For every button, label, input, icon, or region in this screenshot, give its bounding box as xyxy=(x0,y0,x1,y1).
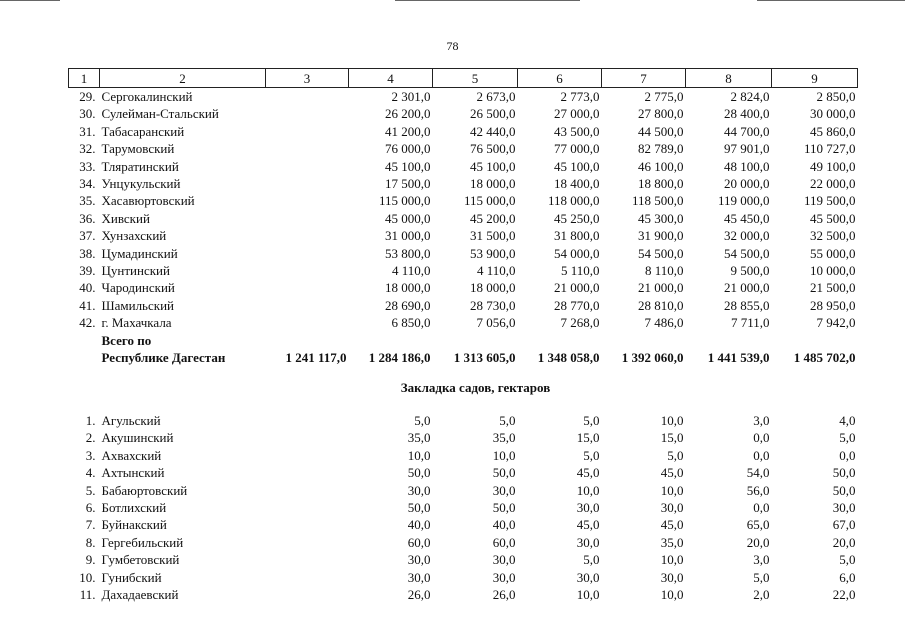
value-cell: 5,0 xyxy=(499,412,516,428)
value-cell: 30,0 xyxy=(407,552,431,568)
value-cell: 45 300,0 xyxy=(638,210,684,226)
table-row xyxy=(69,586,858,603)
row-number: 7. xyxy=(85,517,96,533)
value-cell: 2 773,0 xyxy=(560,89,600,104)
total-cell: 1 392 060,0 xyxy=(621,350,684,366)
value-cell: 119 500,0 xyxy=(803,193,856,209)
total-row xyxy=(69,349,858,366)
value-cell: 2,0 xyxy=(753,586,770,602)
value-cell: 7 942,0 xyxy=(816,315,856,331)
value-cell xyxy=(266,279,349,296)
value-cell: 45 250,0 xyxy=(554,210,600,226)
value-cell: 22,0 xyxy=(832,586,856,602)
table-body-section-a xyxy=(69,88,858,332)
table-row xyxy=(69,482,858,499)
top-rule-mid xyxy=(395,0,580,1)
row-number: 39. xyxy=(79,263,96,279)
district-name: Ахтынский xyxy=(101,465,165,481)
value-cell: 97 901,0 xyxy=(724,141,770,157)
district-name: Цумадинский xyxy=(101,245,178,261)
table-row xyxy=(69,105,858,122)
table-row xyxy=(69,158,858,175)
district-name: Хунзахский xyxy=(101,228,167,244)
value-cell: 22 000,0 xyxy=(810,176,856,192)
row-number: 29. xyxy=(79,89,96,104)
value-cell: 30,0 xyxy=(832,499,856,515)
total-row-label xyxy=(69,332,858,349)
value-cell: 10,0 xyxy=(576,482,600,498)
row-number: 1. xyxy=(85,412,96,428)
value-cell: 30,0 xyxy=(492,552,516,568)
value-cell xyxy=(266,314,349,331)
total-cell: 1 485 702,0 xyxy=(793,350,856,366)
value-cell: 60,0 xyxy=(492,534,516,550)
value-cell xyxy=(266,210,349,227)
value-cell: 30,0 xyxy=(407,569,431,585)
value-cell: 45 450,0 xyxy=(724,210,770,226)
value-cell: 2 673,0 xyxy=(476,89,516,104)
value-cell: 54 500,0 xyxy=(724,245,770,261)
total-block xyxy=(69,332,858,412)
value-cell: 60,0 xyxy=(407,534,431,550)
value-cell: 77 000,0 xyxy=(554,141,600,157)
value-cell: 18 000,0 xyxy=(385,280,431,296)
row-number: 2. xyxy=(85,430,96,446)
value-cell: 10,0 xyxy=(660,412,684,428)
table-row xyxy=(69,192,858,209)
value-cell: 50,0 xyxy=(492,465,516,481)
value-cell: 10,0 xyxy=(660,482,684,498)
value-cell: 5,0 xyxy=(414,412,431,428)
district-name: Ботлихский xyxy=(101,499,167,515)
value-cell: 21 000,0 xyxy=(724,280,770,296)
value-cell: 50,0 xyxy=(407,465,431,481)
district-name: Акушинский xyxy=(101,430,174,446)
value-cell: 28 855,0 xyxy=(724,297,770,313)
value-cell: 35,0 xyxy=(660,534,684,550)
value-cell: 35,0 xyxy=(407,430,431,446)
value-cell: 76 500,0 xyxy=(470,141,516,157)
value-cell: 28 690,0 xyxy=(385,297,431,313)
row-number: 10. xyxy=(79,569,96,585)
value-cell: 48 100,0 xyxy=(724,158,770,174)
col-header: 1 xyxy=(69,69,100,88)
value-cell: 30,0 xyxy=(576,569,600,585)
row-number: 8. xyxy=(85,534,96,550)
value-cell: 17 500,0 xyxy=(385,176,431,192)
col-header: 4 xyxy=(349,69,433,88)
col-header: 7 xyxy=(602,69,686,88)
value-cell: 67,0 xyxy=(832,517,856,533)
value-cell: 18 000,0 xyxy=(470,176,516,192)
district-name: Буйнакский xyxy=(101,517,167,533)
value-cell: 43 500,0 xyxy=(554,123,600,139)
district-name: Тарумовский xyxy=(101,141,175,157)
value-cell xyxy=(266,123,349,140)
row-number: 35. xyxy=(79,193,96,209)
value-cell: 40,0 xyxy=(407,517,431,533)
value-cell: 21 000,0 xyxy=(554,280,600,296)
district-name: Сулейман-Стальский xyxy=(101,106,219,122)
value-cell: 30 000,0 xyxy=(810,106,856,122)
value-cell: 42 440,0 xyxy=(470,123,516,139)
total-label-line2: Республике Дагестан xyxy=(101,350,226,366)
value-cell: 28 400,0 xyxy=(724,106,770,122)
row-number: 41. xyxy=(79,297,96,313)
value-cell: 26,0 xyxy=(492,586,516,602)
value-cell: 5,0 xyxy=(583,412,600,428)
total-label-line1: Всего по xyxy=(101,332,152,348)
value-cell xyxy=(266,482,349,499)
value-cell: 45 860,0 xyxy=(810,123,856,139)
value-cell: 31 500,0 xyxy=(470,228,516,244)
value-cell: 45,0 xyxy=(576,517,600,533)
row-number: 33. xyxy=(79,158,96,174)
value-cell: 0,0 xyxy=(753,499,770,515)
district-name: Бабаюртовский xyxy=(101,482,188,498)
value-cell xyxy=(266,447,349,464)
value-cell xyxy=(266,227,349,244)
value-cell: 50,0 xyxy=(407,499,431,515)
value-cell: 5,0 xyxy=(753,569,770,585)
value-cell xyxy=(266,499,349,516)
value-cell: 44 700,0 xyxy=(724,123,770,139)
value-cell: 44 500,0 xyxy=(638,123,684,139)
table-row xyxy=(69,262,858,279)
value-cell: 40,0 xyxy=(492,517,516,533)
value-cell xyxy=(266,569,349,586)
value-cell: 46 100,0 xyxy=(638,158,684,174)
value-cell: 53 800,0 xyxy=(385,245,431,261)
value-cell: 32 000,0 xyxy=(724,228,770,244)
value-cell: 45 100,0 xyxy=(470,158,516,174)
value-cell: 28 950,0 xyxy=(810,297,856,313)
value-cell xyxy=(266,245,349,262)
value-cell: 26,0 xyxy=(407,586,431,602)
value-cell: 7 711,0 xyxy=(730,315,770,331)
value-cell: 18 000,0 xyxy=(470,280,516,296)
value-cell: 41 200,0 xyxy=(385,123,431,139)
value-cell: 0,0 xyxy=(839,447,856,463)
row-number: 37. xyxy=(79,228,96,244)
value-cell: 27 000,0 xyxy=(554,106,600,122)
value-cell: 56,0 xyxy=(746,482,770,498)
value-cell: 7 486,0 xyxy=(644,315,684,331)
value-cell: 54 500,0 xyxy=(638,245,684,261)
total-cell: 1 284 186,0 xyxy=(368,350,431,366)
col-header: 3 xyxy=(266,69,349,88)
district-name: Дахадаевский xyxy=(101,586,179,602)
table-row xyxy=(69,123,858,140)
district-name: Гумбетовский xyxy=(101,552,180,568)
value-cell xyxy=(266,412,349,429)
table-row xyxy=(69,210,858,227)
value-cell: 20 000,0 xyxy=(724,176,770,192)
value-cell xyxy=(266,158,349,175)
district-name: Чародинский xyxy=(101,280,175,296)
value-cell: 7 268,0 xyxy=(560,315,600,331)
district-name: Хасавюртовский xyxy=(101,193,195,209)
district-name: Гунибский xyxy=(101,569,162,585)
row-number: 32. xyxy=(79,141,96,157)
page-number: 78 xyxy=(446,39,459,53)
table-row xyxy=(69,279,858,296)
value-cell xyxy=(266,262,349,279)
row-number: 40. xyxy=(79,280,96,296)
value-cell: 0,0 xyxy=(753,430,770,446)
value-cell: 32 500,0 xyxy=(810,228,856,244)
row-number: 9. xyxy=(85,552,96,568)
value-cell: 30,0 xyxy=(407,482,431,498)
table-row xyxy=(69,499,858,516)
column-header-row xyxy=(69,69,858,88)
value-cell: 76 000,0 xyxy=(385,141,431,157)
district-name: Гергебильский xyxy=(101,534,184,550)
value-cell: 45 100,0 xyxy=(554,158,600,174)
row-number: 42. xyxy=(79,315,96,331)
value-cell: 30,0 xyxy=(576,499,600,515)
value-cell: 10,0 xyxy=(407,447,431,463)
value-cell: 110 727,0 xyxy=(803,141,856,157)
district-name: Хивский xyxy=(101,210,150,226)
value-cell: 82 789,0 xyxy=(638,141,684,157)
district-name: Тляратинский xyxy=(101,158,179,174)
value-cell: 7 056,0 xyxy=(476,315,516,331)
value-cell: 20,0 xyxy=(832,534,856,550)
value-cell: 21 500,0 xyxy=(810,280,856,296)
value-cell: 5,0 xyxy=(583,447,600,463)
row-number: 36. xyxy=(79,210,96,226)
value-cell: 2 775,0 xyxy=(644,89,684,104)
value-cell: 45,0 xyxy=(660,465,684,481)
value-cell: 45,0 xyxy=(576,465,600,481)
row-number: 31. xyxy=(79,123,96,139)
value-cell: 5,0 xyxy=(839,552,856,568)
value-cell: 27 800,0 xyxy=(638,106,684,122)
table-row xyxy=(69,516,858,533)
district-name: Табасаранский xyxy=(101,123,185,139)
value-cell: 4 110,0 xyxy=(476,263,516,279)
value-cell: 4 110,0 xyxy=(391,263,431,279)
top-rule-right xyxy=(757,0,905,1)
value-cell: 54,0 xyxy=(746,465,770,481)
total-cell: 1 441 539,0 xyxy=(707,350,770,366)
value-cell: 50,0 xyxy=(832,465,856,481)
value-cell: 0,0 xyxy=(753,447,770,463)
value-cell xyxy=(266,429,349,446)
value-cell: 115 000,0 xyxy=(378,193,431,209)
value-cell: 30,0 xyxy=(492,482,516,498)
total-cell: 1 348 058,0 xyxy=(537,350,600,366)
value-cell: 10 000,0 xyxy=(810,263,856,279)
value-cell: 28 770,0 xyxy=(554,297,600,313)
value-cell xyxy=(266,88,349,106)
value-cell: 65,0 xyxy=(746,517,770,533)
col-header: 9 xyxy=(772,69,858,88)
value-cell: 45,0 xyxy=(660,517,684,533)
value-cell: 53 900,0 xyxy=(470,245,516,261)
value-cell: 30,0 xyxy=(660,499,684,515)
value-cell: 31 800,0 xyxy=(554,228,600,244)
value-cell: 55 000,0 xyxy=(810,245,856,261)
table-row xyxy=(69,551,858,568)
value-cell: 9 500,0 xyxy=(730,263,770,279)
value-cell: 10,0 xyxy=(660,586,684,602)
table-row xyxy=(69,464,858,481)
value-cell: 31 000,0 xyxy=(385,228,431,244)
section-title-row xyxy=(69,367,858,400)
section-title: Закладка садов, гектаров xyxy=(400,379,551,395)
value-cell xyxy=(266,297,349,314)
table-row xyxy=(69,245,858,262)
value-cell: 21 000,0 xyxy=(638,280,684,296)
value-cell: 6,0 xyxy=(839,569,856,585)
value-cell: 10,0 xyxy=(660,552,684,568)
value-cell: 30,0 xyxy=(576,534,600,550)
table-row xyxy=(69,227,858,244)
value-cell: 10,0 xyxy=(576,586,600,602)
value-cell: 35,0 xyxy=(492,430,516,446)
value-cell: 2 824,0 xyxy=(730,89,770,104)
top-rule-left xyxy=(0,0,60,1)
district-name: Унцукульский xyxy=(101,176,181,192)
value-cell: 118 000,0 xyxy=(547,193,600,209)
row-number: 38. xyxy=(79,245,96,261)
table-row xyxy=(69,447,858,464)
value-cell: 54 000,0 xyxy=(554,245,600,261)
value-cell: 26 500,0 xyxy=(470,106,516,122)
value-cell: 8 110,0 xyxy=(644,263,684,279)
value-cell: 45 200,0 xyxy=(470,210,516,226)
district-name: Ахвахский xyxy=(101,447,162,463)
value-cell: 5,0 xyxy=(839,430,856,446)
value-cell: 115 000,0 xyxy=(463,193,516,209)
value-cell xyxy=(266,586,349,603)
value-cell: 18 800,0 xyxy=(638,176,684,192)
value-cell: 6 850,0 xyxy=(391,315,431,331)
district-name: Сергокалинский xyxy=(101,89,193,104)
value-cell: 2 301,0 xyxy=(391,89,431,104)
value-cell: 45 500,0 xyxy=(810,210,856,226)
value-cell: 15,0 xyxy=(660,430,684,446)
table-row xyxy=(69,569,858,586)
value-cell xyxy=(266,192,349,209)
district-name: Агульский xyxy=(101,412,161,428)
value-cell: 28 810,0 xyxy=(638,297,684,313)
value-cell: 3,0 xyxy=(753,412,770,428)
row-number: 6. xyxy=(85,499,96,515)
value-cell: 118 500,0 xyxy=(631,193,684,209)
row-number: 34. xyxy=(79,176,96,192)
col-header: 6 xyxy=(518,69,602,88)
value-cell: 20,0 xyxy=(746,534,770,550)
row-number: 30. xyxy=(79,106,96,122)
value-cell: 31 900,0 xyxy=(638,228,684,244)
value-cell xyxy=(266,140,349,157)
row-number: 4. xyxy=(85,465,96,481)
value-cell xyxy=(266,534,349,551)
col-header: 5 xyxy=(433,69,518,88)
value-cell: 5,0 xyxy=(667,447,684,463)
col-header: 8 xyxy=(686,69,772,88)
table-row xyxy=(69,140,858,157)
value-cell xyxy=(266,175,349,192)
table-body-section-b xyxy=(69,412,858,603)
row-number: 3. xyxy=(85,447,96,463)
table-row xyxy=(69,429,858,446)
table-row xyxy=(69,314,858,331)
value-cell: 3,0 xyxy=(753,552,770,568)
value-cell xyxy=(266,464,349,481)
data-table xyxy=(68,68,858,603)
value-cell: 49 100,0 xyxy=(810,158,856,174)
value-cell xyxy=(266,105,349,122)
table-row xyxy=(69,534,858,551)
value-cell: 15,0 xyxy=(576,430,600,446)
value-cell: 30,0 xyxy=(660,569,684,585)
value-cell: 45 000,0 xyxy=(385,210,431,226)
value-cell: 50,0 xyxy=(832,482,856,498)
value-cell xyxy=(266,516,349,533)
table-row xyxy=(69,412,858,429)
row-number: 5. xyxy=(85,482,96,498)
district-name: г. Махачкала xyxy=(101,315,172,331)
value-cell: 5,0 xyxy=(583,552,600,568)
value-cell: 18 400,0 xyxy=(554,176,600,192)
value-cell: 2 850,0 xyxy=(816,89,856,104)
value-cell: 50,0 xyxy=(492,499,516,515)
value-cell: 119 000,0 xyxy=(717,193,770,209)
district-name: Цунтинский xyxy=(101,263,170,279)
value-cell xyxy=(266,551,349,568)
value-cell: 10,0 xyxy=(492,447,516,463)
col-header: 2 xyxy=(100,69,266,88)
value-cell: 30,0 xyxy=(492,569,516,585)
value-cell: 28 730,0 xyxy=(470,297,516,313)
district-name: Шамильский xyxy=(101,297,174,313)
value-cell: 26 200,0 xyxy=(385,106,431,122)
table-row xyxy=(69,88,858,106)
total-cell: 1 313 605,0 xyxy=(453,350,516,366)
table-row xyxy=(69,297,858,314)
total-cell: 1 241 117,0 xyxy=(285,350,347,366)
value-cell: 4,0 xyxy=(839,412,856,428)
value-cell: 45 100,0 xyxy=(385,158,431,174)
table-row xyxy=(69,175,858,192)
value-cell: 5 110,0 xyxy=(560,263,600,279)
row-number: 11. xyxy=(79,586,96,602)
